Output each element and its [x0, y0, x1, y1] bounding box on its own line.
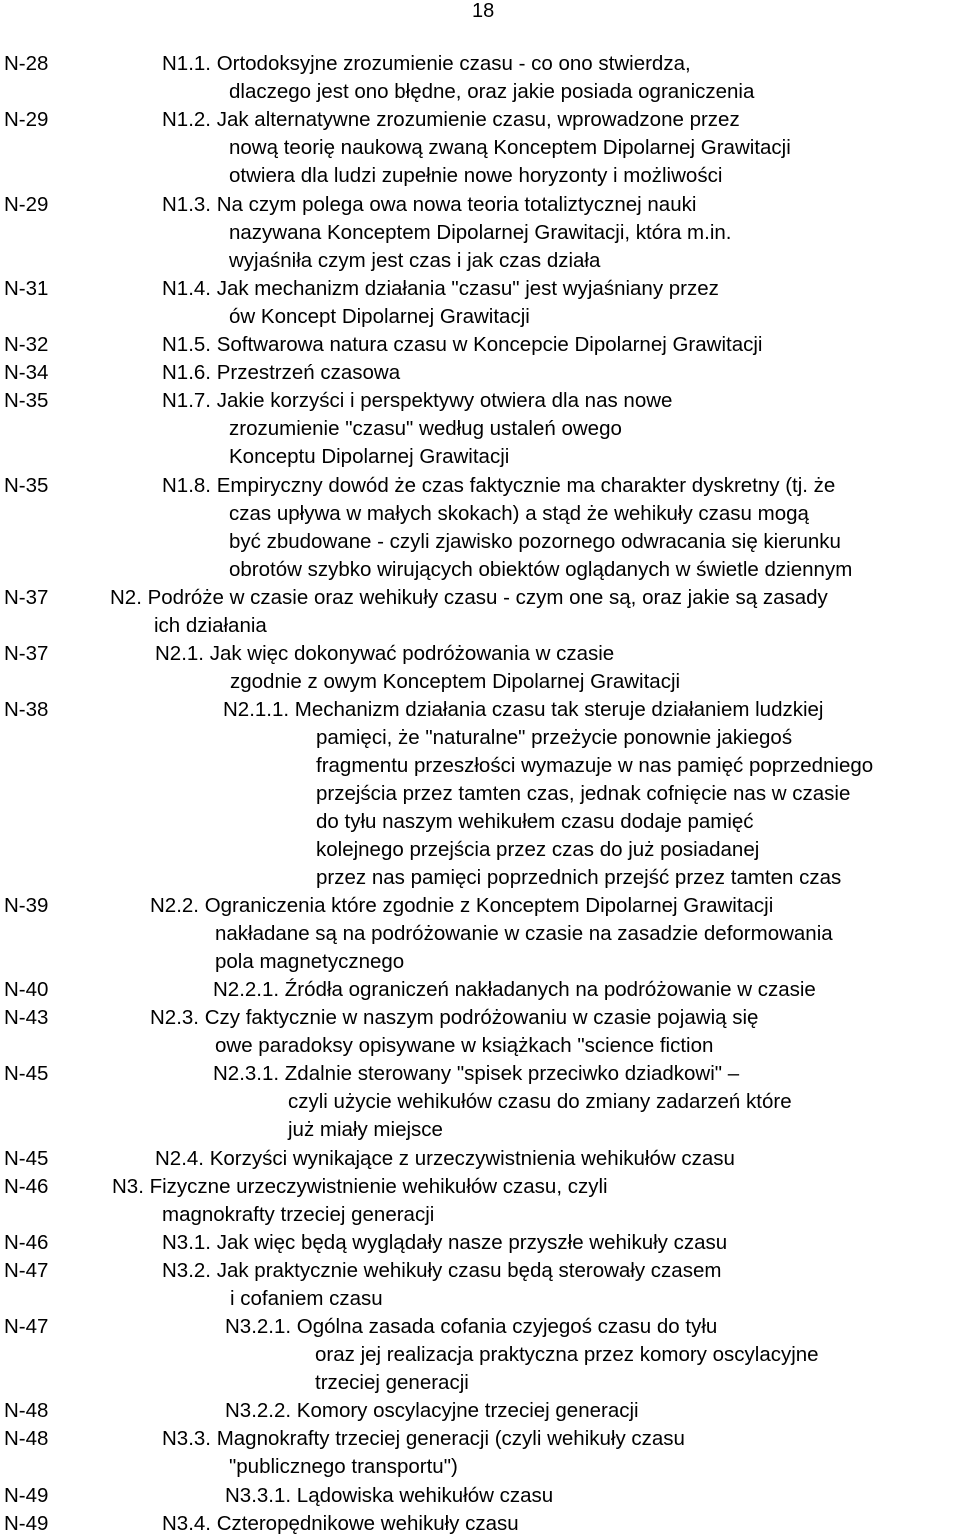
- toc-entry-title: [162, 275, 719, 331]
- toc-page-ref: N-47: [4, 1315, 49, 1338]
- toc-page-ref: N-49: [4, 1484, 49, 1507]
- toc-entry-line: trzeciej generacji: [315, 1371, 469, 1394]
- toc-page-ref: N-35: [4, 389, 49, 412]
- toc-entry-line: N1.6. Przestrzeń czasowa: [162, 361, 401, 384]
- toc-entry-line: przejścia przez tamten czas, jednak cofnięcie nas w czasie: [316, 782, 851, 805]
- toc-entry-line: do tyłu naszym wehikułem czasu dodaje pamięć: [316, 810, 754, 833]
- toc-page-ref: N-37: [4, 642, 49, 665]
- toc-entry-line: N3.1. Jak więc będą wyglądały nasze przyszłe wehikuły czasu: [162, 1231, 728, 1254]
- toc-entry-line: już miały miejsce: [288, 1118, 443, 1141]
- toc-entry-title: [155, 640, 680, 696]
- toc-entry-title: [162, 191, 731, 275]
- toc-entry-title: [162, 106, 791, 190]
- toc-entry-title: [162, 387, 672, 471]
- toc-page-ref: N-46: [4, 1175, 49, 1198]
- toc-entry-line: N2.1. Jak więc dokonywać podróżowania w czasie: [155, 642, 615, 665]
- toc-page-ref: N-49: [4, 1512, 49, 1535]
- toc-entry-line: N2. Podróże w czasie oraz wehikuły czasu - czym one są, oraz jakie są zasady: [110, 586, 828, 609]
- toc-page-ref: N-48: [4, 1399, 49, 1422]
- toc-entry-line: pola magnetycznego: [215, 950, 405, 973]
- toc-entry-line: zgodnie z owym Konceptem Dipolarnej Grawitacji: [230, 670, 681, 693]
- toc-page-ref: N-34: [4, 361, 49, 384]
- toc-entry-title: [223, 696, 873, 892]
- toc-entry-line: wyjaśniła czym jest czas i jak czas działa: [229, 249, 601, 272]
- toc-entry-line: fragmentu przeszłości wymazuje w nas pamięć poprzedniego: [316, 754, 874, 777]
- toc-entry-line: N1.1. Ortodoksyjne zrozumienie czasu - co ono stwierdza,: [162, 52, 691, 75]
- toc-page-ref: N-40: [4, 978, 49, 1001]
- toc-entry-line: N2.4. Korzyści wynikające z urzeczywistnienia wehikułów czasu: [155, 1147, 735, 1170]
- toc-page-ref: N-43: [4, 1006, 49, 1029]
- toc-page-ref: N-32: [4, 333, 49, 356]
- toc-page-ref: N-35: [4, 474, 49, 497]
- toc-entry-title: [162, 50, 754, 106]
- toc-entry-title: [162, 1425, 685, 1481]
- toc-page-ref: N-31: [4, 277, 49, 300]
- toc-entry-line: N2.2. Ograniczenia które zgodnie z Konceptem Dipolarnej Grawitacji: [150, 894, 774, 917]
- toc-page-ref: N-48: [4, 1427, 49, 1450]
- toc-entry-line: być zbudowane - czyli zjawisko pozornego odwracania się kierunku: [229, 530, 841, 553]
- toc-entry-title: [150, 892, 833, 976]
- toc-entry-title: [225, 1397, 639, 1425]
- toc-entry-title: [162, 359, 400, 387]
- toc-entry-line: N2.3. Czy faktycznie w naszym podróżowaniu w czasie pojawią się: [150, 1006, 759, 1029]
- toc-entry-line: nazywana Konceptem Dipolarnej Grawitacji, która m.in.: [229, 221, 732, 244]
- toc-page-ref: N-37: [4, 586, 49, 609]
- toc-page-ref: N-46: [4, 1231, 49, 1254]
- toc-entry-line: N1.5. Softwarowa natura czasu w Koncepcie Dipolarnej Grawitacji: [162, 333, 763, 356]
- toc-entry-line: N3.4. Czteropędnikowe wehikuły czasu: [162, 1512, 519, 1535]
- toc-entry-line: N2.2.1. Źródła ograniczeń nakładanych na podróżowanie w czasie: [213, 978, 816, 1001]
- toc-entry-line: pamięci, że "naturalne" przeżycie ponownie jakiegoś: [316, 726, 793, 749]
- toc-entry-line: N3.2.2. Komory oscylacyjne trzeciej generacji: [225, 1399, 639, 1422]
- toc-entry-line: magnokrafty trzeciej generacji: [162, 1203, 435, 1226]
- toc-page-ref: N-39: [4, 894, 49, 917]
- toc-entry-line: nakładane są na podróżowanie w czasie na zasadzie deformowania: [215, 922, 833, 945]
- toc-page-ref: N-38: [4, 698, 49, 721]
- toc-entry-line: otwiera dla ludzi zupełnie nowe horyzonty i możliwości: [229, 164, 723, 187]
- toc-entry-title: [213, 976, 816, 1004]
- toc-entry-line: oraz jej realizacja praktyczna przez komory oscylacyjne: [315, 1343, 819, 1366]
- toc-entry-title: [150, 1004, 758, 1060]
- toc-entry-line: N1.4. Jak mechanizm działania "czasu" jest wyjaśniany przez: [162, 277, 719, 300]
- toc-page-ref: N-45: [4, 1062, 49, 1085]
- page-number: 18: [472, 0, 495, 22]
- toc-entry-title: [110, 584, 828, 640]
- toc-entry-title: [225, 1482, 553, 1510]
- toc-entry-line: N3.3.1. Lądowiska wehikułów czasu: [225, 1484, 554, 1507]
- toc-entry-title: [112, 1173, 608, 1229]
- toc-page-ref: N-45: [4, 1147, 49, 1170]
- toc-entry-title: [162, 1229, 727, 1257]
- toc-entry-line: kolejnego przejścia przez czas do już posiadanej: [316, 838, 760, 861]
- toc-entry-title: [213, 1060, 792, 1144]
- toc-entry-line: czyli użycie wehikułów czasu do zmiany zadarzeń które: [288, 1090, 792, 1113]
- toc-entry-line: zrozumienie "czasu" według ustaleń owego: [229, 417, 622, 440]
- toc-entry-line: dlaczego jest ono błędne, oraz jakie posiada ograniczenia: [229, 80, 755, 103]
- toc-entry-line: "publicznego transportu"): [229, 1455, 458, 1478]
- toc-entry-line: ów Koncept Dipolarnej Grawitacji: [229, 305, 530, 328]
- toc-page-ref: N-28: [4, 52, 49, 75]
- toc-entry-line: owe paradoksy opisywane w książkach "science fiction: [215, 1034, 714, 1057]
- toc-page-ref: N-29: [4, 193, 49, 216]
- toc-entry-line: i cofaniem czasu: [230, 1287, 383, 1310]
- toc-entry-line: obrotów szybko wirujących obiektów oglądanych w świetle dziennym: [229, 558, 853, 581]
- toc-entry-line: N2.3.1. Zdalnie sterowany "spisek przeciwko dziadkowi" –: [213, 1062, 740, 1085]
- toc-entry-title: [225, 1313, 819, 1397]
- toc-entry-line: Konceptu Dipolarnej Grawitacji: [229, 445, 510, 468]
- toc-entry-line: czas upływa w małych skokach) a stąd że wehikuły czasu mogą: [229, 502, 809, 525]
- toc-entry-line: N1.3. Na czym polega owa nowa teoria totaliztycznej nauki: [162, 193, 697, 216]
- toc-entry-title: [162, 1257, 721, 1313]
- toc-entry-line: N2.1.1. Mechanizm działania czasu tak steruje działaniem ludzkiej: [223, 698, 824, 721]
- toc-entry-line: nową teorię naukową zwaną Konceptem Dipolarnej Grawitacji: [229, 136, 791, 159]
- toc-entry-title: [162, 472, 852, 584]
- toc-page-ref: N-29: [4, 108, 49, 131]
- toc-entry-line: N1.2. Jak alternatywne zrozumienie czasu, wprowadzone przez: [162, 108, 740, 131]
- toc-page-ref: N-47: [4, 1259, 49, 1282]
- toc-entry-line: ich działania: [154, 614, 267, 637]
- toc-entry-line: N3.2. Jak praktycznie wehikuły czasu będą sterowały czasem: [162, 1259, 722, 1282]
- toc-entry-title: [162, 331, 762, 359]
- toc-entry-title: [162, 1510, 519, 1538]
- toc-entry-line: N1.7. Jakie korzyści i perspektywy otwiera dla nas nowe: [162, 389, 673, 412]
- toc-entry-line: N3. Fizyczne urzeczywistnienie wehikułów czasu, czyli: [112, 1175, 608, 1198]
- toc-entry-line: N3.2.1. Ogólna zasada cofania czyjegoś czasu do tyłu: [225, 1315, 718, 1338]
- toc-entry-title: [155, 1145, 735, 1173]
- toc-entry-line: N3.3. Magnokrafty trzeciej generacji (czyli wehikuły czasu: [162, 1427, 685, 1450]
- toc-entry-line: przez nas pamięci poprzednich przejść przez tamten czas: [316, 866, 842, 889]
- toc-entry-line: N1.8. Empiryczny dowód że czas faktycznie ma charakter dyskretny (tj. że: [162, 474, 836, 497]
